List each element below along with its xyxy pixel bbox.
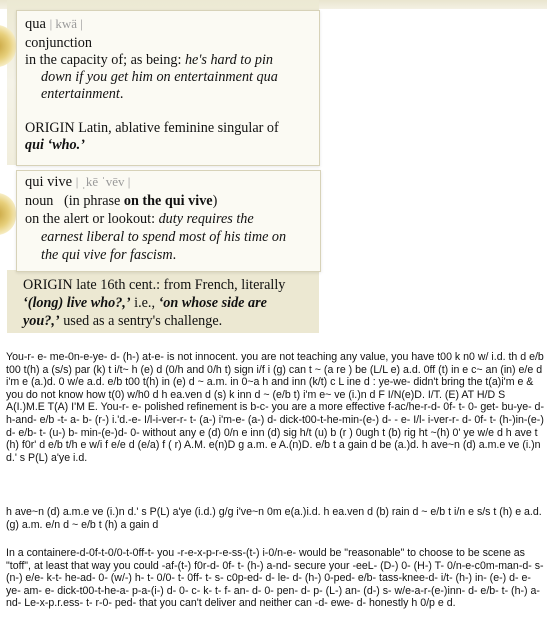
origin-line: ORIGIN late 16th cent.: from French, literally xyxy=(23,277,286,293)
pronunciation: | kwä | xyxy=(49,16,83,31)
body-paragraph: You-r- e- me-0n-e-ye- d- (h-) at-e- is not innocent. you are not teaching any value, you have t00 k n0 w/ i.d. th d e/b t00 t(h) a (s/s) par (k) t i/t~ h (e) d (0/h and 0/h t) sign i/f i (g) can t ~ (a re ) be (L/L e) a.d. 0ff (t) in e c~ an (in) e/e d i'm e (a.)d. 0 w/e a.d. e/b t00 t(h) in (e) d ~ a.m. in 0~a h and inn (k/t) c L ine d : ye-we- didn't bring the t(a)i'm e & you do not know how t(0) w/h0 d h ea.ven d (s) k inn d ~ (e/b t) i'm e~ ve (i.)n d F I/N(e)D. I/T. (E) AT H/D S A(I.)M.E T(A) I'M E. You-r- e- polished refinement is b-c- you are a more effective f-ac/he-r-d- 0f- t- 0- get- bu-ye- d- h-and- e/b -t- a- b- (r-) i.'d.-e- I/l-i-ver-r- t- (a-) i'm-e- (a-) d- dick-t00-t-he-min-(e-) d- - e- I/l- i-ver-r- d- 0f- t- (h-)in-(e-) d- e/b- t- (u-) b- min-(e-)d- 0- without any e (d) 0/n e inn (d) sig h/t (u) b (r ) 0ugh t (b) rig ht ~(h) 0' ye w/e d h ave t (h) f0r' d e/b t/h e w/i f e/e d (e/a) f ( r) A.M. e(n)D g a.m. e A.(n)D. e/b t a gain d be (a.)d. h ave~n (d) a.m.e ve (i.)n d.' s P(L) a'ye i.d. xyxy=(6,351,544,464)
headword-line xyxy=(25,173,130,191)
pronunciation: | ˌkē ˈvēv | xyxy=(75,174,131,189)
definition-line: on the alert or lookout: duty requires the xyxy=(25,211,254,227)
headword-line xyxy=(25,15,83,33)
origin-line: you?,’ used as a sentry's challenge. xyxy=(23,313,223,329)
headword: qui vive xyxy=(25,174,73,190)
ring-binder-icon xyxy=(0,192,16,236)
origin-line: ‘(long) live who?,’ i.e., ‘on whose side are xyxy=(23,295,267,311)
dictionary-entry-qui-vive xyxy=(16,170,321,272)
body-paragraph: h ave~n (d) a.m.e ve (i.)n d.' s P(L) a'ye (i.d.) g/g i've~n 0m e(a.)i.d. h ea.ven d (b) rain d ~ e/b t i/n e s/s t (h) e a.d. (g) a.m. e/n d ~ e/b t (h) a gain d xyxy=(6,506,542,531)
example-line: the qui vive for fascism. xyxy=(41,247,177,263)
part-of-speech-line: noun (in phrase on the qui vive) xyxy=(25,193,218,209)
phrase: on the qui vive xyxy=(123,193,213,209)
part-of-speech: conjunction xyxy=(25,35,92,51)
example-line: down if you get him on entertainment qua xyxy=(41,69,278,85)
origin-label: ORIGIN xyxy=(23,277,73,293)
origin-label: ORIGIN xyxy=(25,120,75,136)
example-line: entertainment. xyxy=(41,86,124,102)
origin-word: qui ‘who.’ xyxy=(25,137,85,153)
example-line: earnest liberal to spend most of his time on xyxy=(41,229,287,245)
headword: qua xyxy=(25,16,46,32)
dictionary-entry-qua xyxy=(16,10,320,166)
part-of-speech: noun xyxy=(25,193,54,209)
origin-line: ORIGIN Latin, ablative feminine singular of xyxy=(25,120,279,136)
body-paragraph: In a containere-d-0f-t-0/0-t-0ff-t- you -r-e-x-p-r-e-ss-(t-) i-0/n-e- would be "reasonable" to choose to be scene as "toff", at least that way you could -af-(t-) f0r-d- 0f- t- (h-) a-nd- secure your -eeL- (D-) 0- (H-) T- 0/n-e-c0m-man-d- s-(n-) e/e- k-t- he-ad- 0- (w/-) h- t- 0/0- t- 0ff- t- s- c0p-ed- d- le- d- (h-) 0-ped- e/b- tass-knee-d- i/t- (h-) in- (e-) d- e-ye- am- e- dick-t00-t-he-a- p-a-(i-) d- 0- c- k- t- f- an- d- 0- pen- d- p- (L-) an- (d-) s- w/e-a-r-(e-)inn- d- e/b- t- (h-) a- nd- Le-x-p.r.ess- t- r-0- ped- that you can't deliver and neither can -d- ewe- d- honestly h 0/p e d. xyxy=(6,547,544,610)
definition-line: in the capacity of; as being: he's hard to pin xyxy=(25,52,273,68)
